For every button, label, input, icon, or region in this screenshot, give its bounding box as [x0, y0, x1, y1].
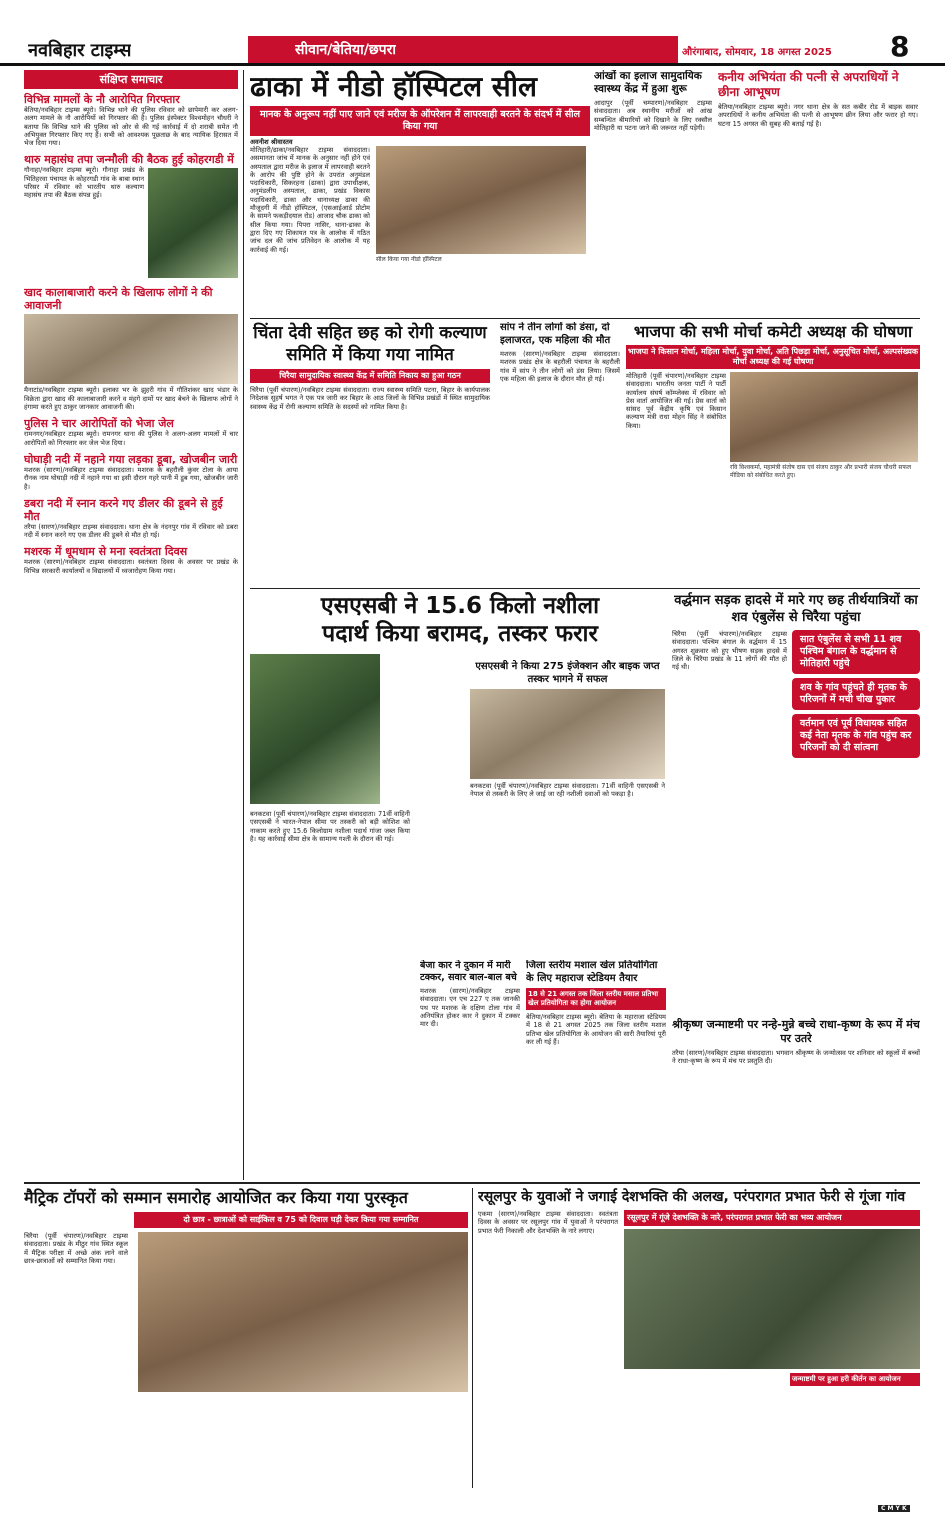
sidebar-item-body: मैनाटांड/नवबिहार टाइम्स ब्यूरो। इलाका भर के झुहरी गांव में गौतिशंकर खाद भंडार के विक्रेता द्वारा खाद की कालाबाजारी करने व मंहगे दामों पर खाद बेचने के खिलाफ लोगों ने हंगामा करते हुए ठाकुर जानकार आवाजनी की।: [24, 386, 238, 412]
eye-body: आदापुर (पूर्वी चम्पारण)/नवबिहार टाइम्स संवाददाता। अब स्थानीय मरीजों को आंख सम्बन्धित बीमारियों को दिखाने के लिए रक्सौल मोतिहारी या पटना जाने की जरूरत नहीं पड़ेगी।: [594, 99, 712, 132]
sidebar-item-headline: पुलिस ने चार आरोपितों को भेजा जेल: [24, 417, 174, 431]
sidebar-item: [24, 153, 238, 280]
sidebar-item-body: मशरक (सारण)/नवबिहार टाइम्स संवाददाता। स्वतंत्रता दिवस के अवसर पर प्रखंड के विभिन्न सरकारी कार्यालयों व विद्यालयों में ध्वजारोहण किया गया।: [24, 558, 238, 575]
accident-story: [672, 592, 920, 1012]
sidebar-item-body: मशरक (सारण)/नवबिहार टाइम्स संवाददाता। मशरक के बहरौली कुंवर टोला के आया रौनक नाम घोघाड़ी नदी में नहाने गया था इसी दौरान गहरे पानी में डूब गया, खोजबीन जारी है।: [24, 465, 238, 491]
sidebar-item-headline: डबरा नदी में स्नान करने गए डीलर की डूबने से हुई मौत: [24, 496, 223, 523]
bjp-headline: भाजपा की सभी मोर्चा कमेटी अध्यक्ष की घोषणा: [633, 322, 913, 341]
sidebar-header: संक्षिप्त समाचार: [24, 70, 238, 89]
snake-body: मशरक (सारण)/नवबिहार टाइम्स संवाददाता। मशरक प्रखंड क्षेत्र के बहरौली पंचायत के बहरौली गांव में सांप ने तीन लोगों को डंस लिया। जिसमें एक महिला की इलाज के दौरान मौत हो गई।: [500, 350, 620, 383]
chinta-story: [250, 322, 490, 552]
ssb-headline-line2: पदार्थ किया बरामद, तस्कर फरार: [322, 621, 598, 647]
stadium-deck: 18 से 21 अगस्त तक जिला स्तरीय मसाल प्रतिभा खेल प्रतियोगिता का होगा आयोजन: [526, 988, 666, 1010]
rasulpur-story: [478, 1188, 920, 1488]
dateline: औरंगाबाद, सोमवार, 18 अगस्त 2025: [682, 47, 832, 58]
bjp-story: [626, 322, 920, 582]
stadium-headline: जिला स्तरीय मशाल खेल प्रतियोगिता के लिए महाराज स्टेडियम तैयार: [526, 960, 658, 984]
eye-story: [594, 70, 712, 310]
page-number: 8: [890, 30, 910, 63]
rasulpur-photo: [624, 1229, 920, 1369]
bjp-deck: भाजपा ने किसान मोर्चा, महिला मोर्चा, युवा मोर्चा, अति पिछड़ा मोर्चा, अनुसूचित मोर्चा, अल्पसंख्यक मोर्चा अध्यक्ष की गई घोषणा: [626, 345, 920, 369]
sidebar-brief-news: [24, 70, 238, 1180]
column-divider: [472, 1188, 473, 1488]
metric-deck: दो छात्र - छात्राओं को साईकिल व 75 को दिवाल घड़ी देकर किया गया सम्मानित: [134, 1212, 468, 1228]
cmyk-mark: C M Y K: [878, 1505, 910, 1512]
rasulpur-headline: रसूलपुर के युवाओं ने जगाई देशभक्ति की अलख, परंपरागत प्रभात फेरी से गूंजा गांव: [478, 1189, 906, 1205]
bjp-photo-caption: रवि विश्वकर्मा, महामंत्री संतोष दास एवं संजय ठाकुर और प्रभारी संजय चौधरी सफल मीडिया को संबोधित करते हुए।: [730, 464, 912, 479]
column-divider: [243, 70, 244, 1180]
bjp-photo: [730, 372, 918, 462]
snake-story: [500, 322, 620, 552]
lead-byline: अवनीश श्रीवास्तव: [250, 138, 293, 146]
sidebar-item: [24, 286, 238, 411]
sidebar-item: [24, 93, 238, 147]
lead-headline: ढाका में नीडो हॉस्पिटल सील: [250, 70, 537, 103]
eye-headline: आंखों का इलाज सामुदायिक स्वास्थ्य केंद्र में हुआ शुरू: [594, 70, 702, 95]
accident-bullet: सात एंबुलेंस से सभी 11 शव पश्चिम बंगाल के वर्द्धमान से मोतिहारी पहुंचे: [792, 630, 920, 674]
section-title: सीवान/बेतिया/छपरा: [295, 42, 396, 58]
lead-photo: [376, 146, 586, 254]
accident-headline: वर्द्धमान सड़क हादसे में मारे गए छह तीर्थयात्रियों का शव एंबुलेंस से चिरैया पहुंचा: [674, 593, 918, 625]
chinta-body: चिरैया (पूर्वी चंपारण)/नवबिहार टाइम्स संवाददाता। राज्य स्वास्थ्य समिति पटना, बिहार के कार्यपालक निदेशक सुहर्ष भगत ने एक पत्र जारी कर बिहार के आठ जिलों के विभिन्न प्रखंडों में स्थित सामुदायिक स्वास्थ्य केंद्र में रोगी कल्याण समिति के सदस्यों को नामित किया है।: [250, 386, 490, 411]
rasulpur-deck: रसूलपुर में गूंजे देशभक्ति के नारे, परंपरागत प्रभात फेरी का भव्य आयोजन: [624, 1210, 920, 1226]
dukan-body: मशरक (सारण)/नवबिहार टाइम्स संवाददाता। एन एच 227 ए तक जानकी पथ पर मशरक के दक्षिण टोला गांव में अनियंत्रित होकर कार ने दुकान में टक्कर मार दी।: [420, 987, 520, 1029]
sidebar-item-body: रामनगर/नवबिहार टाइम्स ब्यूरो। रामनगर थाना की पुलिस ने अलग-अलग मामलों में चार आरोपितों को गिरफ्तार कर जेल भेज दिया।: [24, 430, 238, 447]
rasulpur-body: एकमा (सारण)/नवबिहार टाइम्स संवाददाता। स्वतंत्रता दिवस के अवसर पर रसूलपुर गांव में युवाओं ने परंपरागत प्रभात फेरी निकाली और देशभक्ति के नारे लगाए।: [478, 1210, 618, 1235]
lead-body: मोतिहारी/ढाका/नवबिहार टाइम्स संवाददाता। असमानता जांच में मानक के अनुसार नहीं होने एवं अस्पताल द्वारा मरीज के इलाज में लापरवाही बरतने के आरोप की पुष्टि होने के उपरांत अनुमंडल पदाधिकारी, सिकरहना (ढाका) द्वारा उपाधीक्षक, अनुमंडलीय अस्पताल, ढाका, प्रखंड विकास पदाधिकारी, ढाका और थानाध्यक्ष ढाका की मौजूदगी में नीडो हॉस्पिटल, (एसआईआर्ड प्रोटोम के सामने फकड़ीदयाल रोड) आजाद चौक ढाका को सील किया गया। पिपरा नासिर, थाना-ढाका के द्वारा दिए गए शिकायत पत्र के आलोक में गठित जांच दल की जांच प्रतिवेदन के आलोक में यह कार्रवाई की गई।: [250, 146, 370, 254]
sidebar-item-headline: घोघाड़ी नदी में नहाने गया लड़का डूबा, खोजबीन जारी: [24, 452, 238, 466]
kanya-story: [718, 70, 918, 310]
horizontal-divider: [250, 318, 920, 319]
injection-body: बनकटवा (पूर्वी चंपारण)/नवबिहार टाइम्स संवाददाता। 71वीं वाहिनी एसएसबी ने नेपाल से तस्करी के लिए ले जाई जा रही नशीली दवाओं को पकड़ा है।: [470, 782, 665, 799]
sidebar-photo: [24, 314, 238, 384]
injection-story: [470, 660, 665, 910]
kanya-body: बेतिया/नवबिहार टाइम्स ब्यूरो। नगर थाना क्षेत्र के सत कबीर रोड में बाइक सवार अपराधियों ने कनीय अभियंता की पत्नी से आभूषण छीन लिया और फरार हो गए। घटना 15 अगस्त की सुबह की बताई गई है।: [718, 103, 918, 128]
sidebar-item-body: गौनाहा/नवबिहार टाइम्स ब्यूरो। गौनाहा प्रखंड के भितिहरवा पंचायत के कोहरगडी गांव के बाबा स्थान परिसर में रविवार को भारतीय थारु कल्याण महासंघ तपा की बैठक संपन्न हुई।: [24, 166, 144, 200]
ssb-headline-line1: एसएसबी ने 15.6 किलो नशीला: [320, 593, 600, 619]
kanya-headline: कनीय अभियंता की पत्नी से अपराधियों ने छीना आभूषण: [718, 70, 899, 99]
masthead: [0, 0, 945, 66]
sidebar-photo: [148, 168, 238, 278]
sidebar-item-body: बेतिया/नवबिहार टाइम्स ब्यूरो। विभिन्न थाने की पुलिस रविवार को छापेमारी कर अलग-अलग मामले के नौ आरोपियों को गिरफ्तार की है। पुलिस इंस्पेक्टर विश्वमोहन चौधरी ने बताया कि विभिन्न थाने की पुलिस को ओर से की गई कार्रवाई में दो शराबी समेत नौ अभियुक्त गिरफ्तार किए गए हैं। सभी को आवश्यक पूछताछ के बाद न्यायिक हिरासत में भेज दिया गया।: [24, 106, 238, 148]
ssb-body: बनकटवा (पूर्वी चंपारण)/नवबिहार टाइम्स संवाददाता। 71वीं वाहिनी एसएसबी ने भारत-नेपाल सीमा पर तस्करी को बड़ी कोशिश को नाकाम करते हुए 15.6 किलोग्राम नशीला पदार्थ गांजा जब्त किया है। यह कार्रवाई सीमा क्षेत्र के सामान्य गश्ती के दौरान की गई।: [250, 810, 410, 843]
sidebar-item: [24, 497, 238, 540]
accident-body: चिरैया (पूर्वी चंपारण)/नवबिहार टाइम्स संवाददाता। पश्चिम बंगाल के वर्द्धमान में 15 अगस्त शुक्रवार को हुए भीषण सड़क हादसे में जिले के चिरैया प्रखंड के 11 लोगों की मौत हो गई थी।: [672, 630, 787, 672]
lead-deck: मानक के अनुरूप नहीं पाए जाने एवं मरीज के ऑपरेशन में लापरवाही बरतने के संदर्भ में सील किया गया: [250, 106, 590, 136]
sidebar-item: [24, 545, 238, 575]
rasulpur-side-headline: जन्माष्टमी पर हुआ हरी कीर्तन का आयोजन: [790, 1373, 920, 1386]
snake-headline: सांप ने तीन लोगों को डंसा, दो इलाजरत, एक महिला की मौत: [500, 322, 611, 346]
accident-bullet: शव के गांव पहुंचते ही मृतक के परिजनों में मची चीख पुकार: [792, 678, 920, 710]
bjp-body: मोतिहारी (पूर्वी चंपारण)/नवबिहार टाइम्स संवाददाता। भारतीय जनता पार्टी ने पार्टी कार्यालय संघर्ष कॉम्प्लेक्स में रविवार को प्रेस वार्ता आयोजित की गई। प्रेस वार्ता को सांसद पूर्व केंद्रीय कृषि एवं किसान कल्याण मंत्री राधा मोहन सिंह ने संबोधित किया।: [626, 372, 726, 430]
sidebar-item-headline: विभिन्न मामलों के नौ आरोपित गिरफ्तार: [24, 93, 180, 106]
stadium-body: बेतिया/नवबिहार टाइम्स ब्यूरो। बेतिया के महाराजा स्टेडियम में 18 से 21 अगस्त 2025 तक जिला स्तरीय मशाल प्रतिभा खेल प्रतियोगिता के आयोजन की सारी तैयारियां पूरी कर ली गई हैं।: [526, 1013, 666, 1046]
injection-photo: [470, 689, 665, 779]
dukan-headline: बेजा कार ने दुकान में मारी टक्कर, सवार बाल-बाल बचे: [420, 960, 517, 983]
janmashtami-body: तरैया (सारण)/नवबिहार टाइम्स संवाददाता। भगवान श्रीकृष्ण के जन्मोत्सव पर शनिवार को स्कूलों में बच्चों ने राधा-कृष्ण के रूप में मंच पर प्रस्तुति दी।: [672, 1049, 920, 1066]
sidebar-item-body: तरैया (सारण)/नवबिहार टाइम्स संवाददाता। थाना क्षेत्र के नंदनपुर गांव में रविवार को डबरा नदी में स्नान करने गए एक डीलर की डूबने से मौत हो गई।: [24, 522, 238, 540]
sidebar-item-headline: खाद कालाबाजारी करने के खिलाफ लोगों ने की आवाजनी: [24, 286, 213, 313]
sidebar-item: [24, 417, 238, 447]
lead-photo-caption: सील किया गया नीडो हॉस्पिटल: [376, 256, 442, 263]
injection-headline: एसएसबी ने किया 275 इंजेक्शन और बाइक जप्त तस्कर भागने में सफल: [475, 661, 660, 685]
metric-body: चिरैया (पूर्वी चंपारण)/नवबिहार टाइम्स संवाददाता। प्रखंड के मीठुर गांव स्थित स्कूल में मैट्रिक परीक्षा में अच्छे अंक लाने वाले छात्र-छात्राओं को सम्मानित किया गया।: [24, 1232, 128, 1265]
sidebar-item-headline: थारु महासंघ तपा जन्मौली की बैठक हुई कोहरगडी में: [24, 153, 234, 167]
paper-name: नवबिहार टाइम्स: [28, 40, 132, 61]
sidebar-item: [24, 453, 238, 491]
horizontal-divider: [250, 588, 920, 589]
stadium-story: [526, 960, 666, 1160]
chinta-deck: चिरैया सामुदायिक स्वास्थ्य केंद्र में समिति निकाय का हुआ गठन: [250, 369, 490, 383]
chinta-headline: चिंता देवी सहित छह को रोगी कल्याण समिति में किया गया नामित: [253, 323, 487, 365]
metric-story: [24, 1188, 468, 1488]
metric-photo: [138, 1232, 468, 1392]
metric-headline: मैट्रिक टॉपरों को सम्मान समारोह आयोजित कर किया गया पुरस्कृत: [24, 1188, 408, 1207]
horizontal-divider: [24, 1182, 920, 1184]
dukan-story: [420, 960, 520, 1160]
ssb-photo: [250, 654, 380, 804]
sidebar-item-headline: मशरक में धूमधाम से मना स्वतंत्रता दिवस: [24, 545, 188, 559]
janmashtami-headline: श्रीकृष्ण जन्माष्टमी पर नन्हे-मुन्ने बच्चे राधा-कृष्ण के रूप में मंच पर उतरे: [672, 1018, 920, 1045]
janmashtami-story: [672, 1018, 920, 1168]
accident-bullet: वर्तमान एवं पूर्व विधायक सहित कई नेता मृतक के गांव पहुंच कर परिजनों को दी सांत्वना: [792, 714, 920, 758]
